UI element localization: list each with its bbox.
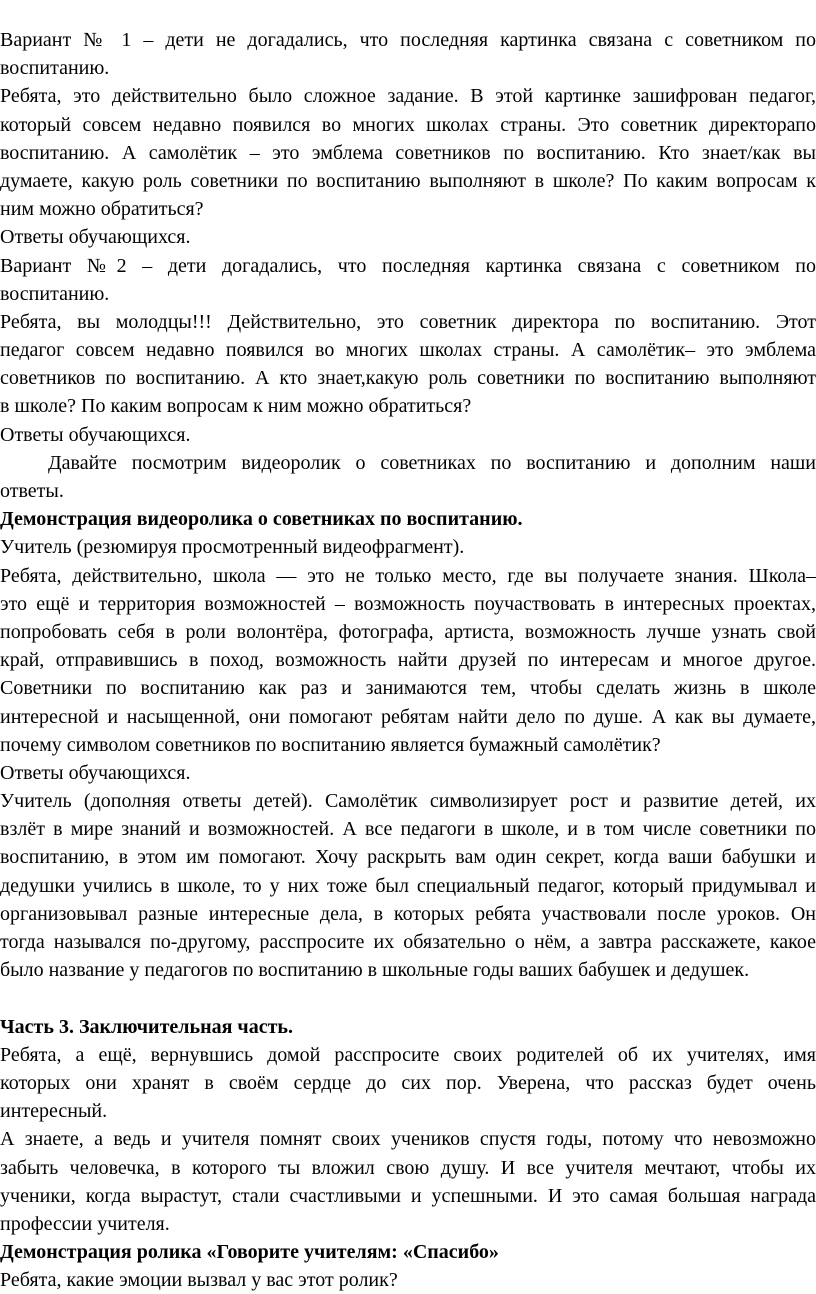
paragraph-line: почему символом советников по воспитанию является бумажный самолётик? <box>0 733 661 756</box>
paragraph-line: профессии учителя. <box>0 1212 170 1235</box>
paragraph-line: Учитель (резюмируя просмотренный видеофрагмент). <box>0 536 465 559</box>
paragraph-line: интересный. <box>0 1100 108 1123</box>
paragraph-line: тогда назывался по-другому, расспросите их обязательно о нём, а завтра расскажете, какое <box>0 931 816 953</box>
paragraph-line: в школе? По каким вопросам к ним можно обратиться? <box>0 395 472 418</box>
section-heading: Демонстрация видеоролика о советниках по воспитанию. <box>0 508 523 531</box>
paragraph-line: Ребята, а ещё, вернувшись домой расспросите своих родителей об их учителях, имя <box>0 1043 816 1066</box>
paragraph-line: Вариант № 1 – дети не догадались, что последняя картинка связана с советником по <box>0 29 816 51</box>
paragraph-line: Ответы обучающихся. <box>0 423 191 446</box>
paragraph-line: дедушки учились в школе, то у них тоже был специальный педагог, который придумывал и <box>0 874 816 897</box>
paragraph-line: Ответы обучающихся. <box>0 226 191 249</box>
paragraph-line: Учитель (дополняя ответы детей). Самолётик символизирует рост и развитие детей, их <box>0 790 816 813</box>
paragraph-line: Вариант №2 – дети догадались, что последняя картинка связана с советником по <box>0 254 816 277</box>
paragraph-line: интересной и насыщенной, они помогают ребятам найти дело по душе. А как вы думаете, <box>0 705 816 728</box>
paragraph-line: Ребята, какие эмоции вызвал у вас этот ролик? <box>0 1269 398 1292</box>
paragraph-line: Ответы обучающихся. <box>0 761 191 784</box>
paragraph-line: советников по воспитанию. А кто знает,какую роль советники по воспитанию выполняют <box>0 367 816 390</box>
paragraph-line: А знаете, а ведь и учителя помнят своих учеников спустя годы, потому что невозможно <box>0 1128 816 1151</box>
paragraph-line: педагог совсем недавно появился во многих школах страны. А самолётик– это эмблема <box>0 339 816 362</box>
paragraph-line: край, отправившись в поход, возможность найти друзей по интересам и многое другое. <box>0 649 816 672</box>
paragraph-line: ним можно обратиться? <box>0 198 204 221</box>
paragraph-line: забыть человечка, в которого ты вложил свою душу. И все учителя мечтают, чтобы их <box>0 1156 816 1179</box>
document-body <box>0 26 816 1294</box>
section-heading: Демонстрация ролика «Говорите учителям: «Спасибо» <box>0 1241 499 1264</box>
paragraph-line: Ребята, это действительно было сложное задание. В этой картинке зашифрован педагог, <box>0 85 816 108</box>
paragraph-line: Ребята, действительно, школа — это не только место, где вы получаете знания. Школа– <box>0 564 816 587</box>
paragraph-line: думаете, какую роль советники по воспитанию выполняют в школе? По каким вопросам к <box>0 169 816 192</box>
paragraph-line: Давайте посмотрим видеоролик о советниках по воспитанию и дополним наши <box>48 451 816 474</box>
blank-line <box>0 984 816 1012</box>
paragraph-line: который совсем недавно появился во многих школах страны. Это советник директорапо <box>0 113 816 136</box>
paragraph-line: ответы. <box>0 480 64 502</box>
section-heading: Часть 3. Заключительная часть. <box>0 1015 293 1038</box>
paragraph-line: воспитанию, в этом им помогают. Хочу раскрыть вам один секрет, когда ваши бабушки и <box>0 846 816 869</box>
paragraph-line: организовывал разные интересные дела, в которых ребята участвовали после уроков. Он <box>0 902 816 925</box>
paragraph-line: Ребята, вы молодцы!!! Действительно, это советник директора по воспитанию. Этот <box>0 310 816 333</box>
paragraph-line: которых они хранят в своём сердце до сих пор. Уверена, что рассказ будет очень <box>0 1071 816 1094</box>
paragraph-line: воспитанию. А самолётик – это эмблема советников по воспитанию. Кто знает/как вы <box>0 141 816 164</box>
paragraph-line: это ещё и территория возможностей – возможность поучаствовать в интересных проектах, <box>0 592 816 615</box>
paragraph-line: попробовать себя в роли волонтёра, фотографа, артиста, возможность лучше узнать свой <box>0 620 816 643</box>
paragraph-line: воспитанию. <box>0 282 110 305</box>
paragraph-line: воспитанию. <box>0 57 110 80</box>
paragraph-line: взлёт в мире знаний и возможностей. А все педагоги в школе, и в том числе советники по <box>0 818 816 841</box>
paragraph-line: ученики, когда вырастут, стали счастливыми и успешными. И это самая большая награда <box>0 1184 816 1207</box>
paragraph-line: Советники по воспитанию как раз и занимаются тем, чтобы сделать жизнь в школе <box>0 677 816 700</box>
paragraph-line: было название у педагогов по воспитанию в школьные годы ваших бабушек и дедушек. <box>0 959 750 982</box>
